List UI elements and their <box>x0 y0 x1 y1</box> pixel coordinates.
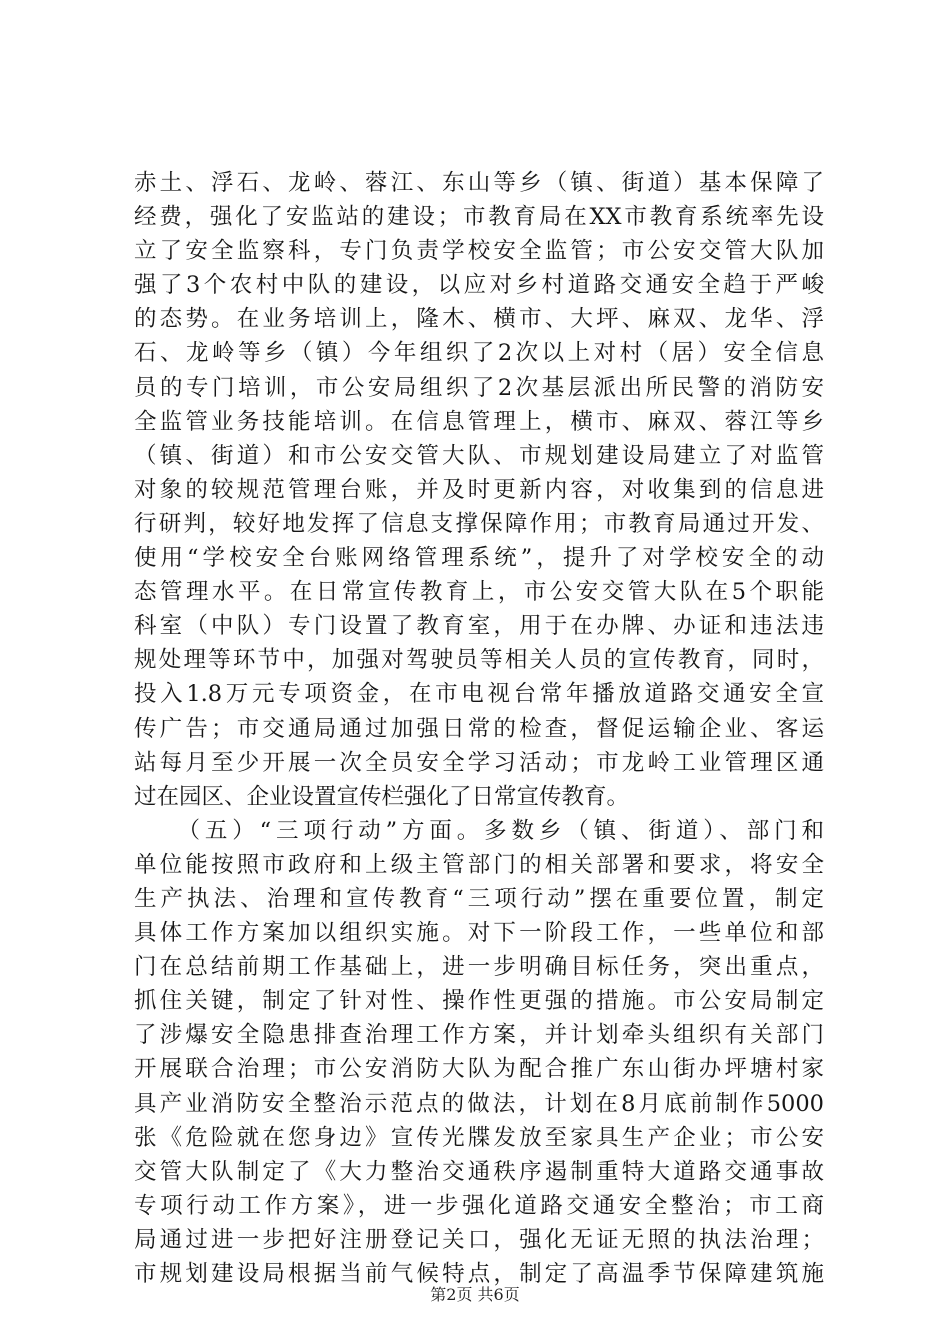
text-line: 行研判，较好地发挥了信息支撑保障作用；市教育局通过开发、 <box>134 510 824 537</box>
text-line: 张《危险就在您身边》宣传光牒发放至家具生产企业；市公安 <box>134 1124 824 1151</box>
text-line: 专项行动工作方案》，进一步强化道路交通安全整治；市工商 <box>134 1192 824 1219</box>
text-line: 局通过进一步把好注册登记关口，强化无证无照的执法治理； <box>134 1226 824 1253</box>
text-line: 态管理水平。在日常宣传教育上，市公安交管大队在5个职能 <box>134 579 824 606</box>
text-line: （五）“三项行动”方面。多数乡（镇、街道）、部门和 <box>134 817 824 844</box>
body-text <box>134 166 824 1291</box>
text-line: 开展联合治理；市公安消防大队为配合推广东山街办坪塘村家 <box>134 1056 824 1083</box>
text-line: 的态势。在业务培训上，隆木、横市、大坪、麻双、龙华、浮 <box>134 306 824 333</box>
text-line: 使用“学校安全台账网络管理系统”，提升了对学校安全的动 <box>134 545 824 572</box>
text-line: （镇、街道）和市公安交管大队、市规划建设局建立了对监管 <box>134 442 824 469</box>
text-line: 对象的较规范管理台账，并及时更新内容，对收集到的信息进 <box>134 476 824 503</box>
text-line: 员的专门培训，市公安局组织了2次基层派出所民警的消防安 <box>134 374 824 401</box>
text-line: 单位能按照市政府和上级主管部门的相关部署和要求，将安全 <box>134 851 824 878</box>
text-line: 站每月至少开展一次全员安全学习活动；市龙岭工业管理区通 <box>134 749 824 776</box>
text-line: 石、龙岭等乡（镇）今年组织了2次以上对村（居）安全信息 <box>134 340 824 367</box>
text-line: 生产执法、治理和宣传教育“三项行动”摆在重要位置，制定 <box>134 885 824 912</box>
text-line: 经费，强化了安监站的建设；市教育局在XX市教育系统率先设 <box>134 204 824 231</box>
text-line: 交管大队制定了《大力整治交通秩序遏制重特大道路交通事故 <box>134 1158 824 1185</box>
text-line: 赤土、浮石、龙岭、蓉江、东山等乡（镇、街道）基本保障了 <box>134 170 824 196</box>
text-line: 了涉爆安全隐患排查治理工作方案，并计划牵头组织有关部门 <box>134 1022 824 1049</box>
text-line: 市规划建设局根据当前气候特点，制定了高温季节保障建筑施 <box>134 1261 824 1287</box>
text-line: 传广告；市交通局通过加强日常的检查，督促运输企业、客运 <box>134 715 824 742</box>
text-line: 具产业消防安全整治示范点的做法，计划在8月底前制作5000 <box>134 1090 824 1117</box>
text-line: 抓住关键，制定了针对性、操作性更强的措施。市公安局制定 <box>134 988 824 1015</box>
text-line: 强了3个农村中队的建设，以应对乡村道路交通安全趋于严峻 <box>134 272 824 299</box>
text-line: 投入1.8万元专项资金，在市电视台常年播放道路交通安全宣 <box>134 681 824 708</box>
page-number: 第2页 共6页 <box>430 1285 520 1304</box>
text-line: 过在园区、企业设置宣传栏强化了日常宣传教育。 <box>134 783 630 810</box>
text-line: 全监管业务技能培训。在信息管理上，横市、麻双、蓉江等乡 <box>134 408 824 435</box>
text-line: 立了安全监察科，专门负责学校安全监管；市公安交管大队加 <box>134 238 824 265</box>
text-line: 门在总结前期工作基础上，进一步明确目标任务，突出重点， <box>134 954 824 981</box>
text-line: 规处理等环节中，加强对驾驶员等相关人员的宣传教育，同时， <box>134 647 824 674</box>
text-line: 科室（中队）专门设置了教育室，用于在办牌、办证和违法违 <box>134 613 824 640</box>
text-line: 具体工作方案加以组织实施。对下一阶段工作，一些单位和部 <box>134 920 824 947</box>
